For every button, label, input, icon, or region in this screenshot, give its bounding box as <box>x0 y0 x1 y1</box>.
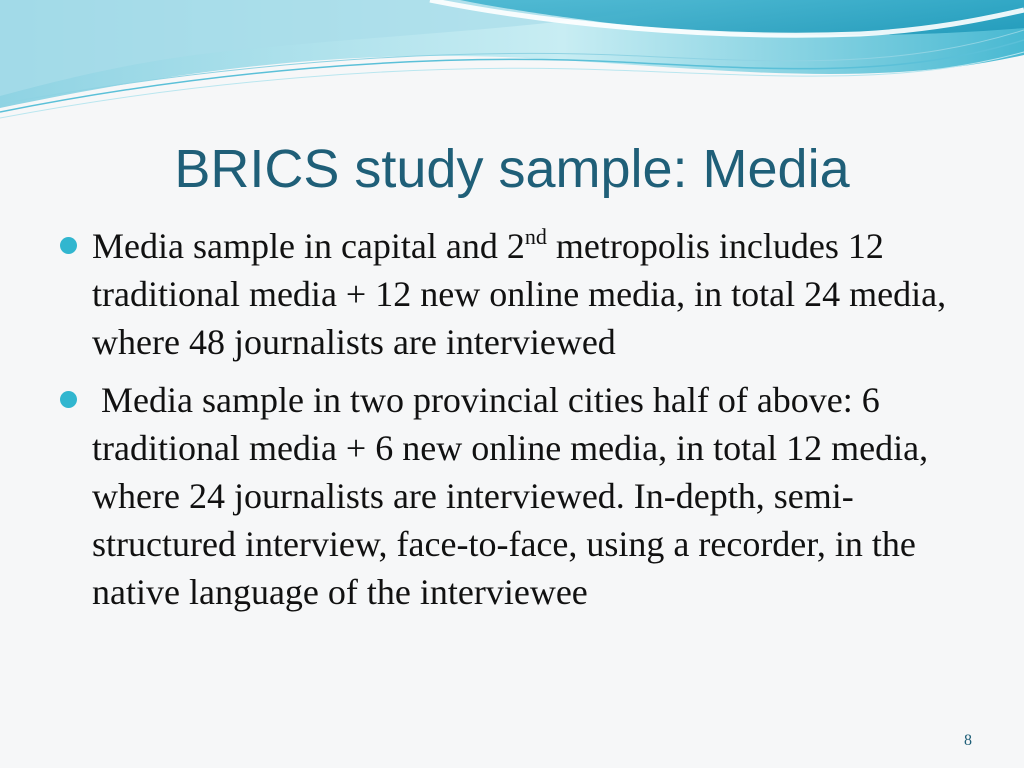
bullet-dot-icon <box>60 237 77 254</box>
bullet-dot-icon <box>60 391 77 408</box>
bullet-text: Media sample in two provincial cities half of above: 6 traditional media + 6 new online media, in total 12 media, where 24 journalists are interviewed. In-depth, semi-structured interview, face-to-face, using a recorder, in the native language of the interviewee <box>92 380 929 612</box>
superscript-ordinal: nd <box>524 224 547 249</box>
slide-title: BRICS study sample: Media <box>174 139 850 199</box>
bullet-text-part: metropolis includes 12 traditional media + 12 new online media, in total 24 media, where 48 journalists are interviewed <box>92 226 947 362</box>
bullet-text-part: Media sample in capital and 2 <box>92 226 525 266</box>
header-wave-decoration <box>0 0 1024 130</box>
bullet-list <box>60 222 960 626</box>
page-number: 8 <box>964 732 972 749</box>
bullet-item <box>60 376 960 616</box>
bullet-item <box>60 222 960 366</box>
